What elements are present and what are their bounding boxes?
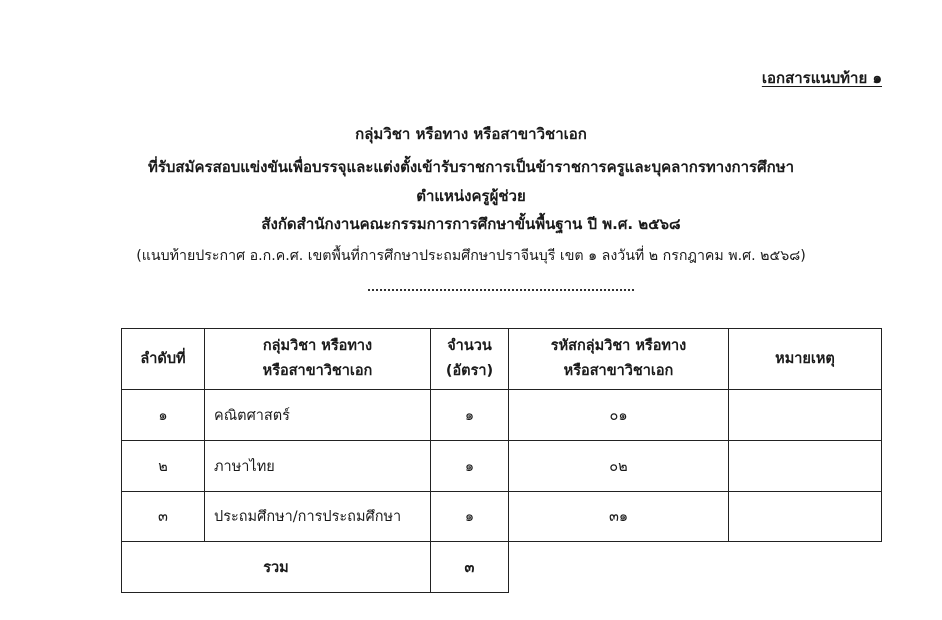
table-row bbox=[122, 441, 882, 492]
header-group bbox=[205, 329, 431, 390]
header-count bbox=[431, 329, 509, 390]
row-count: ๑ bbox=[431, 492, 509, 542]
row-group: ภาษาไทย bbox=[205, 441, 431, 492]
header-count-line-1: จำนวน bbox=[447, 338, 492, 354]
total-empty-code bbox=[509, 542, 729, 593]
header-code-line-1: รหัสกลุ่มวิชา หรือทาง bbox=[550, 338, 687, 354]
header-code-line-2: หรือสาขาวิชาเอก bbox=[563, 363, 674, 379]
row-remark bbox=[729, 441, 882, 492]
heading-line-2: ที่รับสมัครสอบแข่งขันเพื่อบรรจุและแต่งตั้งเข้ารับราชการเป็นข้าราชการครูและบุคลากรทางการศึกษา bbox=[147, 158, 795, 176]
vacancy-table bbox=[121, 328, 882, 593]
row-code: ๐๒ bbox=[509, 441, 729, 492]
row-remark bbox=[729, 492, 882, 542]
row-count: ๑ bbox=[431, 390, 509, 441]
row-count: ๑ bbox=[431, 441, 509, 492]
header-code bbox=[509, 329, 729, 390]
heading-line-3: ตำแหน่งครูผู้ช่วย bbox=[416, 187, 526, 205]
heading-line-1: กลุ่มวิชา หรือทาง หรือสาขาวิชาเอก bbox=[355, 125, 587, 143]
header-seq: ลำดับที่ bbox=[122, 329, 205, 390]
row-group: คณิตศาสตร์ bbox=[205, 390, 431, 441]
heading-line-5: (แนบท้ายประกาศ อ.ก.ค.ศ. เขตพื้นที่การศึกษาประถมศึกษาปราจีนบุรี เขต ๑ ลงวันที่ ๒ กรกฎาคม พ.ศ. ๒๕๖๘) bbox=[136, 248, 806, 264]
heading-line-4: สังกัดสำนักงานคณะกรรมการการศึกษาขั้นพื้นฐาน ปี พ.ศ. ๒๕๖๘ bbox=[261, 215, 681, 233]
dotted-separator bbox=[368, 289, 634, 291]
header-remark: หมายเหตุ bbox=[729, 329, 882, 390]
row-seq: ๓ bbox=[122, 492, 205, 542]
table-row bbox=[122, 492, 882, 542]
row-group: ประถมศึกษา/การประถมศึกษา bbox=[205, 492, 431, 542]
header-group-line-1: กลุ่มวิชา หรือทาง bbox=[262, 338, 373, 354]
row-seq: ๑ bbox=[122, 390, 205, 441]
total-count: ๓ bbox=[431, 542, 509, 593]
row-remark bbox=[729, 390, 882, 441]
row-code: ๓๑ bbox=[509, 492, 729, 542]
table-total-row bbox=[122, 542, 882, 593]
total-label: รวม bbox=[122, 542, 431, 593]
total-empty-remark bbox=[729, 542, 882, 593]
table-header-row bbox=[122, 329, 882, 390]
header-count-line-2: (อัตรา) bbox=[445, 363, 494, 379]
row-seq: ๒ bbox=[122, 441, 205, 492]
header-group-line-2: หรือสาขาวิชาเอก bbox=[262, 363, 373, 379]
attachment-label: เอกสารแนบท้าย ๑ bbox=[761, 69, 882, 87]
table-row bbox=[122, 390, 882, 441]
row-code: ๐๑ bbox=[509, 390, 729, 441]
